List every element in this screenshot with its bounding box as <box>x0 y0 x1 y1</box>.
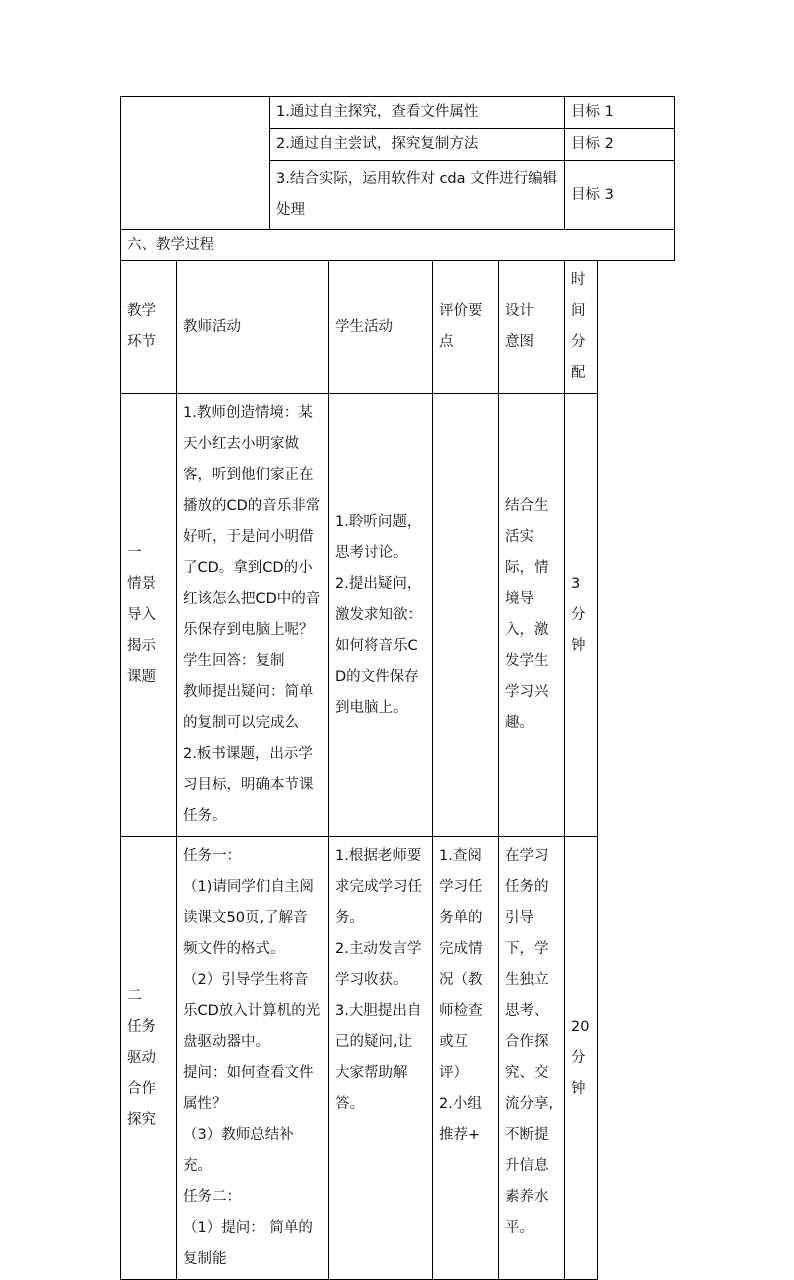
time-cell: 3 分 钟 <box>565 394 598 837</box>
design-cell: 在学习任务的引导下，学生独立思考、合作探究、交流分享,不断提升信息素养水平。 <box>499 837 565 1280</box>
header-time: 时 间 分 配 <box>565 261 598 394</box>
lesson-plan-page <box>120 96 674 1280</box>
process-row <box>121 394 675 837</box>
header-eval: 评价要 点 <box>433 261 499 394</box>
objective-activity: 2.通过自主尝试，探究复制方法 <box>270 129 565 161</box>
process-row <box>121 837 675 1280</box>
stage-cell: 二 任务 驱动 合作 探究 <box>121 837 177 1280</box>
process-table <box>121 261 675 1280</box>
design-cell: 结合生活实际，情境导入，激发学生学习兴趣。 <box>499 394 565 837</box>
objective-activity: 1.通过自主探究，查看文件属性 <box>270 97 565 129</box>
objective-goal: 目标 2 <box>565 129 675 161</box>
eval-cell: 1.查阅学习任务单的完成情况（教师检查或互评） 2.小组推荐+ <box>433 837 499 1280</box>
section-title: 六、教学过程 <box>121 230 675 261</box>
time-cell: 20 分 钟 <box>565 837 598 1280</box>
objectives-blank-cell <box>121 97 270 230</box>
student-activity-cell: 1.聆听问题，思考讨论。 2.提出疑问，激发求知欲：如何将音乐CD的文件保存到电脑上。 <box>329 394 433 837</box>
objectives-table <box>121 97 675 230</box>
stage-cell: 一 情景 导入 揭示 课题 <box>121 394 177 837</box>
student-activity-cell: 1.根据老师要求完成学习任务。 2.主动发言学学习收获。 3.大胆提出自己的疑问,让大家帮助解答。 <box>329 837 433 1280</box>
objective-activity: 3.结合实际，运用软件对 cda 文件进行编辑处理 <box>270 161 565 230</box>
process-section <box>121 230 675 261</box>
objective-goal: 目标 1 <box>565 97 675 129</box>
objective-goal: 目标 3 <box>565 161 675 230</box>
header-student: 学生活动 <box>329 261 433 394</box>
teacher-activity-cell: 1.教师创造情境：某天小红去小明家做客，听到他们家正在播放的CD的音乐非常好听，于是问小明借了CD。拿到CD的小红该怎么把CD中的音乐保存到电脑上呢？ 学生回答：复制 教师提出疑问：简单的复制可以完成么 2.板书课题，出示学习目标，明确本节课任务。 <box>177 394 329 837</box>
section-title-row <box>121 230 675 261</box>
objective-row <box>121 97 675 129</box>
header-stage: 教学 环节 <box>121 261 177 394</box>
header-row <box>121 261 675 394</box>
eval-cell <box>433 394 499 837</box>
teacher-activity-cell: 任务一： （1)请同学们自主阅读课文50页,了解音频文件的格式。 （2）引导学生将音乐CD放入计算机的光盘驱动器中。 提问：如何查看文件属性？ （3）教师总结补充。 任务二： （1）提问： 简单的复制能 <box>177 837 329 1280</box>
header-design: 设计 意图 <box>499 261 565 394</box>
blank-gutter <box>598 261 675 1280</box>
lesson-plan-table <box>120 96 675 1280</box>
header-teacher: 教师活动 <box>177 261 329 394</box>
